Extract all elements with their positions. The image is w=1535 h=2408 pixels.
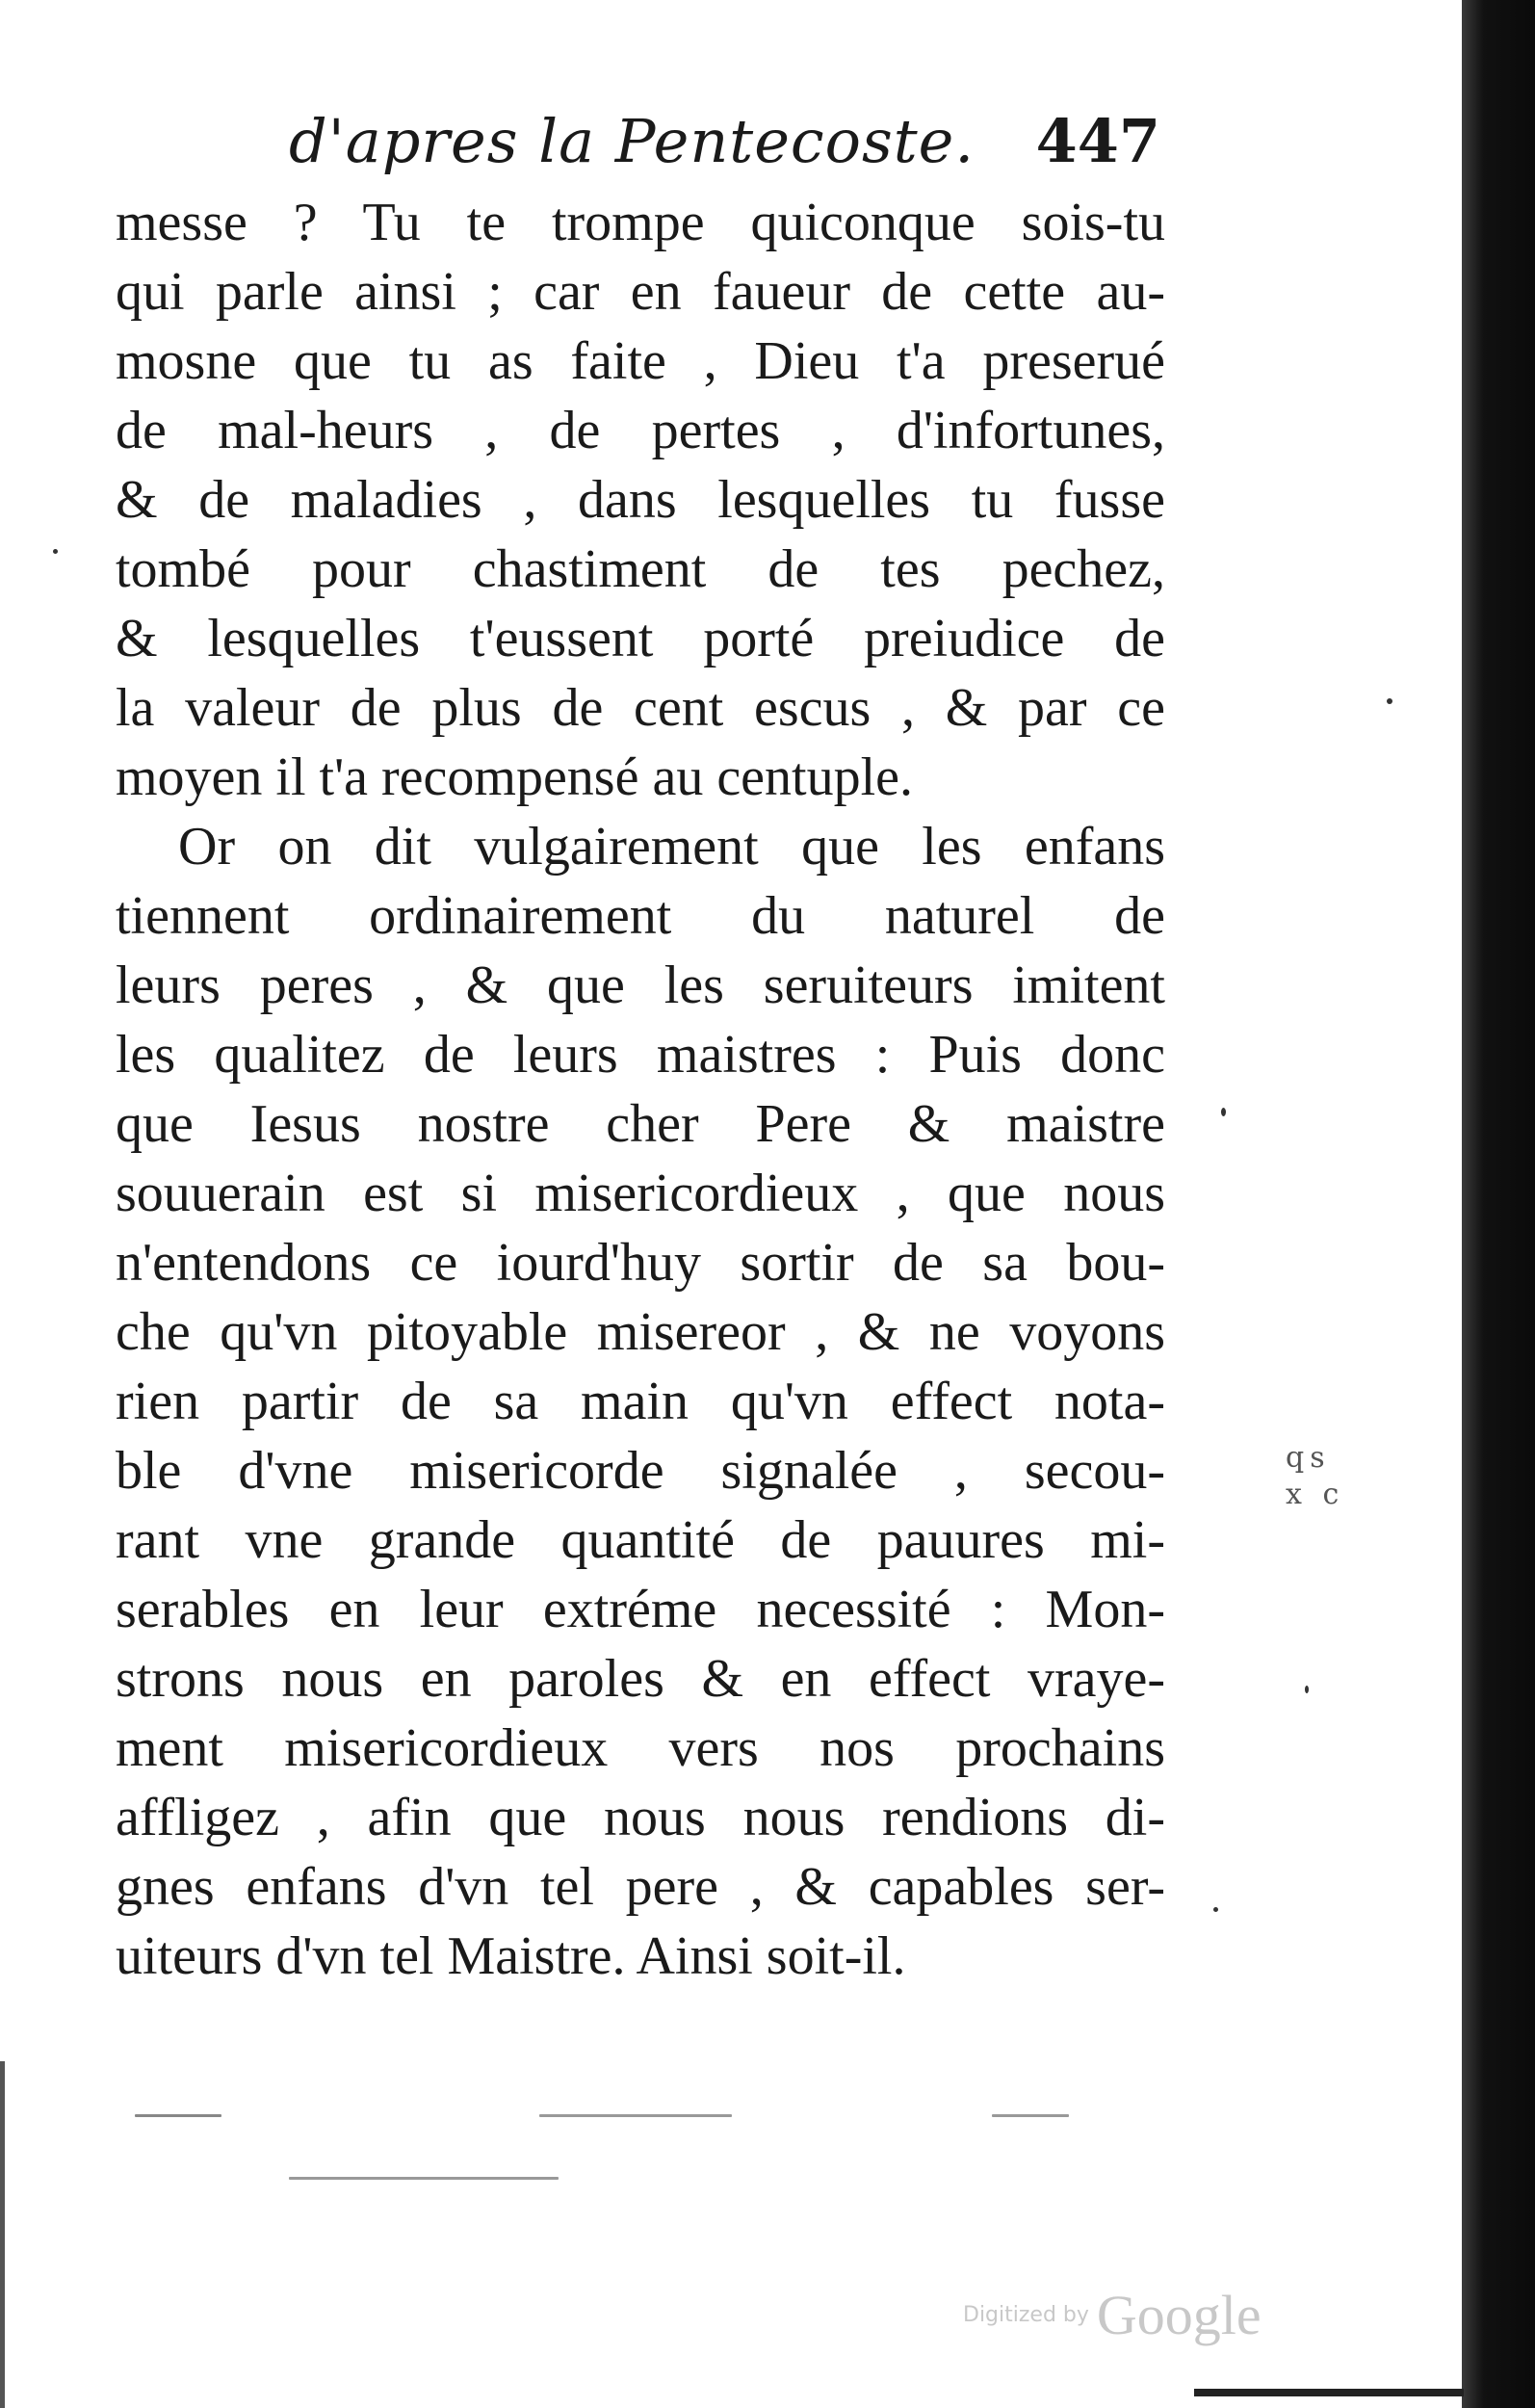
scan-speck: [289, 2177, 559, 2180]
scan-edge-right: [1462, 0, 1535, 2408]
scan-speck: [1213, 1907, 1218, 1912]
text-line: rien partir de sa main qu'vn effect nota-: [116, 1372, 1165, 1431]
watermark-prefix: Digitized by: [963, 2303, 1089, 2327]
digitized-by-google-watermark: [963, 2283, 1262, 2347]
text-line: & de maladies , dans lesquelles tu fusse: [116, 470, 1165, 530]
scan-speck: [1305, 1686, 1309, 1693]
text-line: serables en leur extréme necessité : Mon-: [116, 1580, 1165, 1639]
text-line: affligez , afin que nous nous rendions di-: [116, 1788, 1165, 1847]
scan-speck: [992, 2114, 1069, 2117]
scan-edge-left: [0, 2061, 5, 2408]
scan-edge-bottom: [1194, 2389, 1464, 2396]
text-line: la valeur de plus de cent escus , & par ce: [116, 678, 1165, 738]
text-line: rant vne grande quantité de pauures mi-: [116, 1510, 1165, 1570]
scan-speck: [1221, 1108, 1226, 1116]
text-line: Or on dit vulgairement que les enfans: [178, 817, 1165, 877]
text-line: moyen il t'a recompensé au centuple.: [116, 747, 913, 807]
text-line: tiennent ordinairement du naturel de: [116, 886, 1165, 946]
margin-note: qs x c: [1286, 1441, 1345, 1511]
text-line: uiteurs d'vn tel Maistre. Ainsi soit-il.: [116, 1926, 906, 1986]
text-line: que Iesus nostre cher Pere & maistre: [116, 1094, 1165, 1154]
scan-speck: [1387, 698, 1392, 704]
text-line: & lesquelles t'eussent porté preiudice de: [116, 609, 1165, 668]
text-line: souuerain est si misericordieux , que nous: [116, 1164, 1165, 1223]
scan-speck: [135, 2114, 221, 2117]
text-line: ment misericordieux vers nos prochains: [116, 1718, 1165, 1778]
text-line: leurs peres , & que les seruiteurs imitent: [116, 955, 1165, 1015]
body-text: [116, 188, 1165, 1991]
text-line: de mal-heurs , de pertes , d'infortunes,: [116, 401, 1165, 460]
scan-speck: [539, 2114, 732, 2117]
text-line: che qu'vn pitoyable misereor , & ne voyons: [116, 1302, 1165, 1362]
text-line: n'entendons ce iourd'huy sortir de sa bou-: [116, 1233, 1165, 1293]
page-header: [231, 106, 1194, 183]
text-line: les qualitez de leurs maistres : Puis donc: [116, 1025, 1165, 1085]
text-line: gnes enfans d'vn tel pere , & capables ser-: [116, 1857, 1165, 1917]
text-line: ble d'vne misericorde signalée , secou-: [116, 1441, 1165, 1501]
page-number: 447: [1035, 106, 1160, 176]
text-line: qui parle ainsi ; car en faueur de cette au-: [116, 262, 1165, 322]
text-line: messe ? Tu te trompe quiconque sois-tu: [116, 193, 1165, 252]
text-line: tombé pour chastiment de tes pechez,: [116, 539, 1165, 599]
running-head: d'apres la Pentecoste.: [289, 106, 976, 176]
text-line: mosne que tu as faite , Dieu t'a preserué: [116, 331, 1165, 391]
text-line: strons nous en paroles & en effect vraye-: [116, 1649, 1165, 1709]
google-logo: Google: [1096, 2284, 1262, 2346]
scan-speck: [53, 549, 58, 554]
